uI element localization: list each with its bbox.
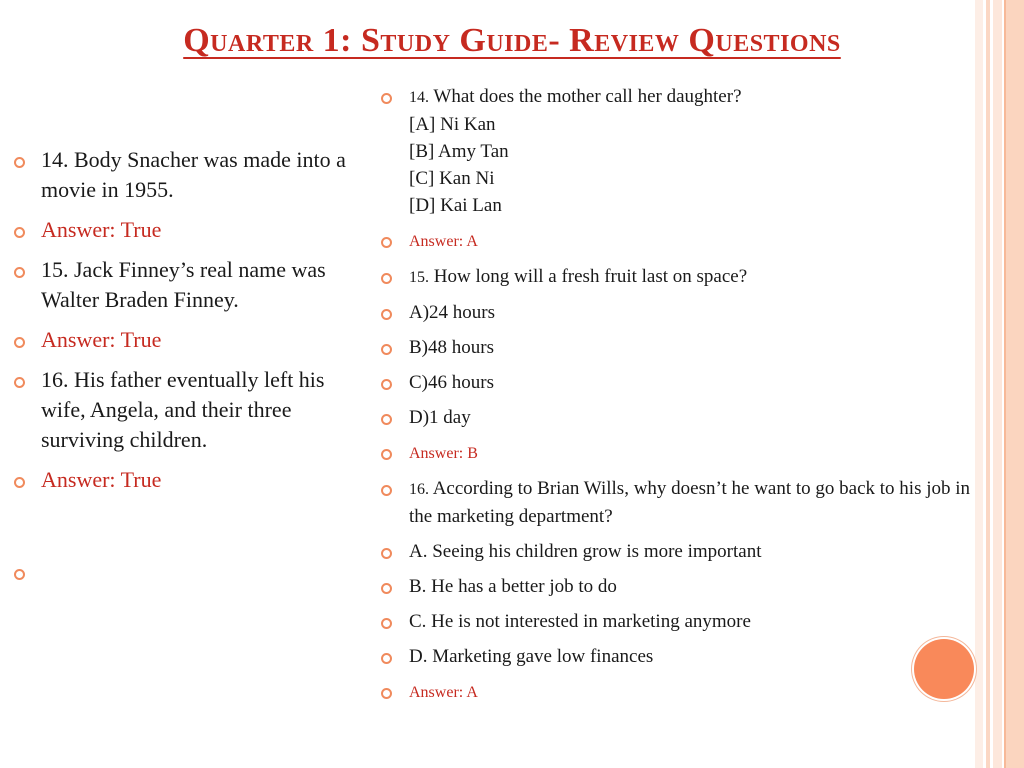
bullet-icon — [14, 377, 25, 388]
bullet-icon — [14, 157, 25, 168]
answer-15: Answer: B — [381, 439, 981, 467]
question-14: 14. What does the mother call her daughter? [A] Ni Kan [B] Amy Tan [C] Kan Ni [D] Kai Lan — [381, 83, 981, 219]
option-item: A. Seeing his children grow is more important — [381, 538, 981, 565]
answer-item: Answer: True — [14, 215, 350, 245]
bullet-icon — [381, 485, 392, 496]
option-item: C. He is not interested in marketing anymore — [381, 608, 981, 635]
bullet-icon — [381, 344, 392, 355]
option-item: C)46 hours — [381, 369, 981, 396]
question-15: 15. How long will a fresh fruit last on space? — [381, 263, 981, 291]
bullet-icon — [381, 309, 392, 320]
decorative-stripe — [986, 0, 990, 768]
bullet-icon — [14, 267, 25, 278]
option-item: D)1 day — [381, 404, 981, 431]
left-column-list — [14, 145, 350, 597]
answer-item: Answer: True — [14, 325, 350, 355]
option-item: B)48 hours — [381, 334, 981, 361]
list-item: 16. His father eventually left his wife, Angela, and their three surviving children. — [14, 365, 350, 455]
decorative-stripe — [1004, 0, 1024, 768]
question-16: 16. According to Brian Wills, why doesn’t he want to go back to his job in the marketing department? — [381, 475, 981, 530]
bullet-icon — [14, 477, 25, 488]
bullet-icon — [381, 618, 392, 629]
bullet-icon — [381, 379, 392, 390]
option-b: [B] Amy Tan — [409, 141, 509, 162]
bullet-icon — [14, 227, 25, 238]
answer-14: Answer: A — [381, 227, 981, 255]
answer-item: Answer: True — [14, 465, 350, 495]
bullet-icon — [381, 237, 392, 248]
right-column-list — [381, 83, 981, 714]
option-item: B. He has a better job to do — [381, 573, 981, 600]
list-item: 15. Jack Finney’s real name was Walter Braden Finney. — [14, 255, 350, 315]
option-item: A)24 hours — [381, 299, 981, 326]
option-a: [A] Ni Kan — [409, 114, 496, 135]
bullet-icon — [381, 93, 392, 104]
bullet-icon — [381, 653, 392, 664]
bullet-icon — [381, 414, 392, 425]
bullet-icon — [381, 273, 392, 284]
list-item: 14. Body Snacher was made into a movie in 1955. — [14, 145, 350, 205]
slide-title: Quarter 1: Study Guide- Review Questions — [183, 22, 841, 59]
bullet-icon — [14, 569, 25, 580]
option-c: [C] Kan Ni — [409, 168, 495, 189]
option-item: D. Marketing gave low finances — [381, 643, 981, 670]
bullet-icon — [381, 548, 392, 559]
answer-16: Answer: A — [381, 678, 981, 706]
bullet-icon — [381, 449, 392, 460]
bullet-icon — [381, 688, 392, 699]
empty-list-item — [14, 557, 350, 587]
decorative-stripe — [993, 0, 1002, 768]
bullet-icon — [14, 337, 25, 348]
option-d: [D] Kai Lan — [409, 195, 502, 216]
bullet-icon — [381, 583, 392, 594]
